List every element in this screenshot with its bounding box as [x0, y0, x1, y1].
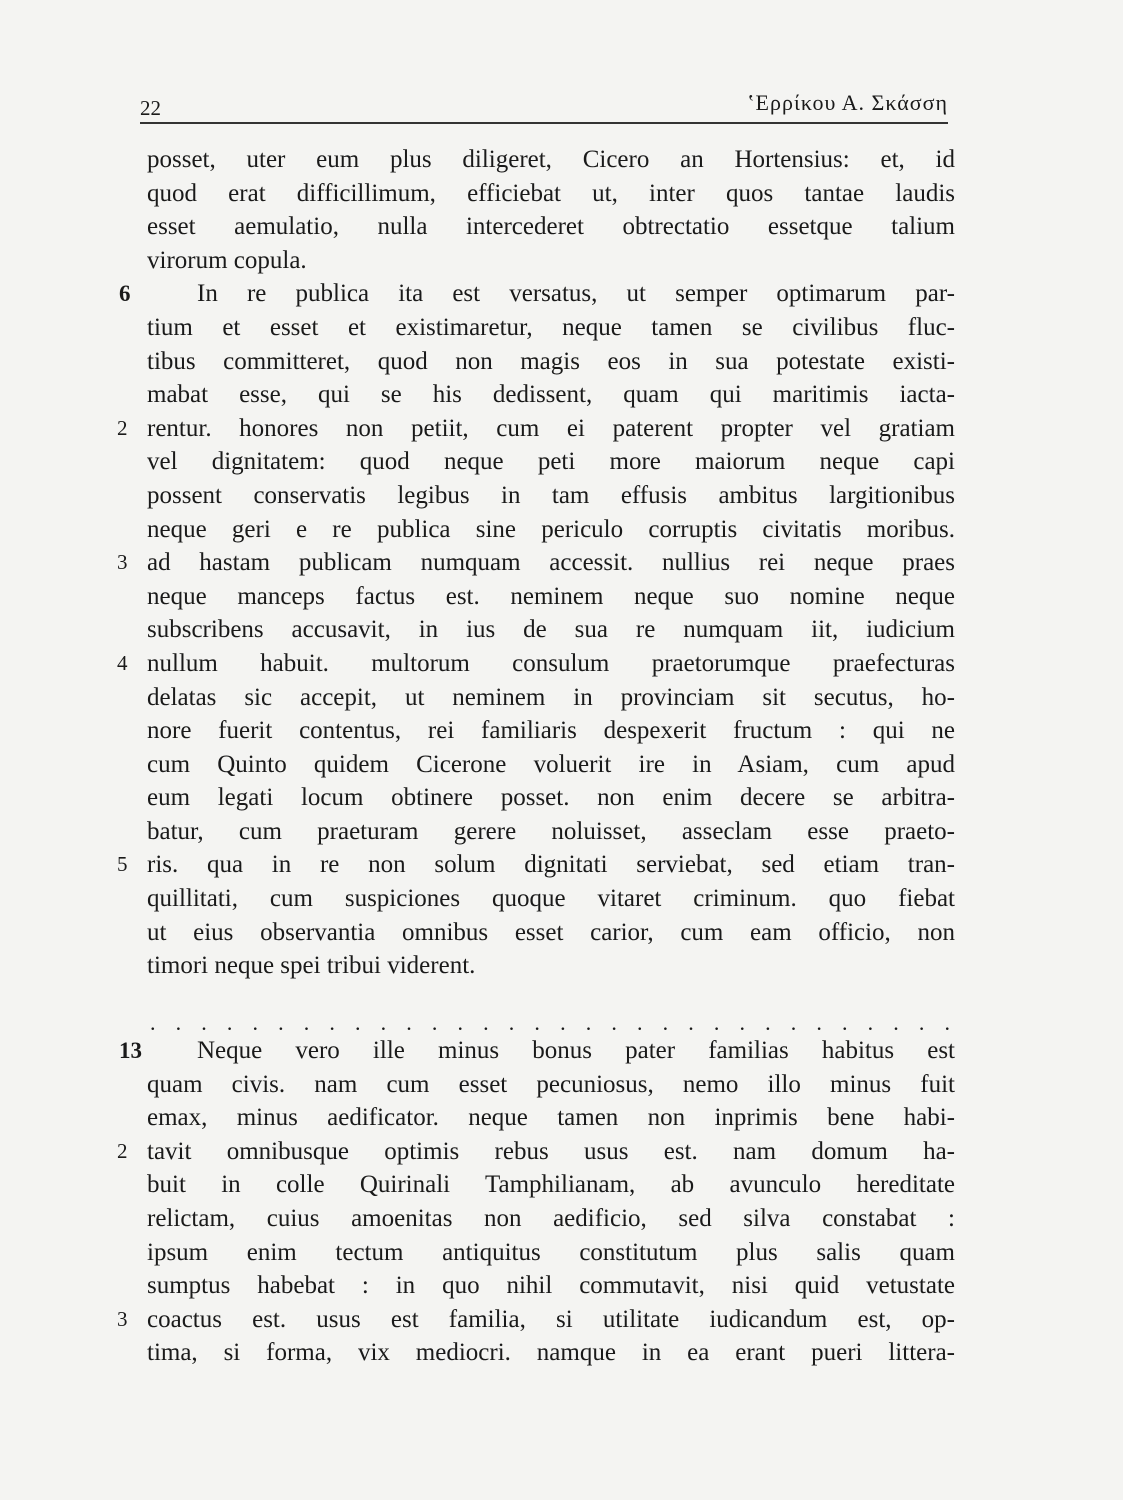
line-text: quillitati, cum suspiciones quoque vitaret criminum. quo fiebat: [147, 885, 955, 913]
text-line: [147, 1101, 955, 1135]
margin-number: 6: [119, 281, 131, 307]
line-text: delatas sic accepit, ut neminem in provinciam sit secutus, ho-: [147, 683, 955, 711]
line-text: esset aemulatio, nulla intercederet obtrectatio essetque talium: [147, 213, 955, 241]
line-text: rentur. honores non petiit, cum ei paterent propter vel gratiam: [147, 414, 955, 442]
line-text: virorum copula.: [147, 246, 307, 274]
line-text: ut eius observantia omnibus esset carior, cum eam officio, non: [147, 918, 955, 946]
margin-number: 13: [119, 1038, 142, 1063]
margin-number: 2: [117, 1138, 128, 1163]
text-line: [147, 949, 955, 983]
line-text: neque manceps factus est. neminem neque suo nomine neque: [147, 582, 955, 610]
text-line: [147, 714, 955, 748]
text-line: [117, 546, 955, 580]
line-text: posset, uter eum plus diligeret, Cicero an Hortensius: et, id: [147, 146, 955, 173]
text-line: [147, 781, 955, 815]
line-text: ad hastam publicam numquam accessit. nullius rei neque praes: [147, 549, 955, 577]
margin-number: 5: [117, 852, 128, 877]
text-line: [147, 580, 955, 614]
text-line: [147, 177, 955, 211]
text-line: [119, 1034, 955, 1068]
text-line: [147, 1336, 955, 1370]
running-title: ʽΕρρίκου Α. Σκάσση: [747, 90, 948, 115]
header-rule: [140, 122, 948, 124]
line-text: eum legati locum obtinere posset. non enim decere se arbitra-: [147, 784, 955, 812]
text-line: [147, 916, 955, 950]
line-text: cum Quinto quidem Cicerone voluerit ire in Asiam, cum apud: [147, 750, 955, 778]
text-line: [147, 1202, 955, 1236]
margin-number: 3: [117, 1306, 128, 1331]
margin-number: 3: [117, 550, 128, 575]
text-line: [147, 378, 955, 412]
line-text: Neque vero ille minus bonus pater familias habitus est: [197, 1037, 955, 1064]
line-text: ris. qua in re non solum dignitati serviebat, sed etiam tran-: [147, 851, 955, 879]
line-text: tibus committeret, quod non magis eos in sua potestate existi-: [147, 347, 955, 375]
line-text: possent conservatis legibus in tam effusis ambitus largitionibus: [147, 481, 955, 509]
line-text: subscribens accusavit, in ius de sua re numquam iit, iudicium: [147, 616, 955, 644]
line-text: timori neque spei tribui viderent.: [147, 952, 476, 980]
line-text: sumptus habebat : in quo nihil commutavit, nisi quid vetustate: [147, 1272, 955, 1300]
text-line: [117, 1135, 955, 1169]
line-text: nore fuerit contentus, rei familiaris despexerit fructum : qui ne: [147, 717, 955, 745]
text-line: [147, 445, 955, 479]
line-text: batur, cum praeturam gerere noluisset, asseclam esse praeto-: [147, 817, 955, 845]
text-line: [147, 815, 955, 849]
line-text: quam civis. nam cum esset pecuniosus, nemo illo minus fuit: [147, 1070, 955, 1098]
line-text: vel dignitatem: quod neque peti more maiorum neque capi: [147, 448, 955, 476]
text-line: [147, 1236, 955, 1270]
line-text: quod erat difficillimum, efficiebat ut, inter quos tantae laudis: [147, 179, 955, 207]
line-text: emax, minus aedificator. neque tamen non inprimis bene habi-: [147, 1104, 955, 1132]
text-line: [147, 513, 955, 547]
line-text: tium et esset et existimaretur, neque tamen se civilibus fluc-: [147, 313, 955, 341]
text-line: [147, 479, 955, 513]
section-13-text: [117, 1034, 955, 1370]
text-line: [147, 311, 955, 345]
line-text: coactus est. usus est familia, si utilitate iudicandum est, op-: [147, 1305, 955, 1333]
text-line: [117, 1303, 955, 1337]
text-line: [147, 244, 955, 278]
ellipsis-dots: . . . . . . . . . . . . . . . . . . . . . . . . . . . . . . . .: [150, 1010, 950, 1035]
line-text: nullum habuit. multorum consulum praetorumque praefecturas: [147, 649, 955, 677]
line-text: mabat esse, qui se his dedissent, quam qui maritimis iacta-: [147, 381, 955, 409]
text-line: [147, 345, 955, 379]
line-text: buit in colle Quirinali Tamphilianam, ab avunculo hereditate: [147, 1171, 955, 1199]
text-line: [117, 848, 955, 882]
page-number: 22: [140, 96, 161, 120]
text-line: [117, 647, 955, 681]
text-line: [147, 613, 955, 647]
text-line: [147, 210, 955, 244]
section-6-text: [117, 143, 955, 983]
text-line: [147, 1068, 955, 1102]
line-text: ipsum enim tectum antiquitus constitutum plus salis quam: [147, 1238, 955, 1266]
text-line: [117, 412, 955, 446]
text-line: [147, 143, 955, 177]
line-text: In re publica ita est versatus, ut semper optimarum par-: [197, 280, 955, 308]
text-line: [147, 1168, 955, 1202]
text-line: [147, 1269, 955, 1303]
line-text: relictam, cuius amoenitas non aedificio, sed silva constabat :: [147, 1204, 955, 1232]
text-line: [147, 681, 955, 715]
text-line: [119, 277, 955, 311]
line-text: neque geri e re publica sine periculo corruptis civitatis moribus.: [147, 515, 955, 543]
line-text: tima, si forma, vix mediocri. namque in ea erant pueri littera-: [147, 1339, 955, 1367]
margin-number: 4: [117, 650, 128, 675]
text-line: [147, 882, 955, 916]
line-text: tavit omnibusque optimis rebus usus est. nam domum ha-: [147, 1137, 955, 1165]
margin-number: 2: [117, 415, 128, 440]
text-line: [147, 748, 955, 782]
